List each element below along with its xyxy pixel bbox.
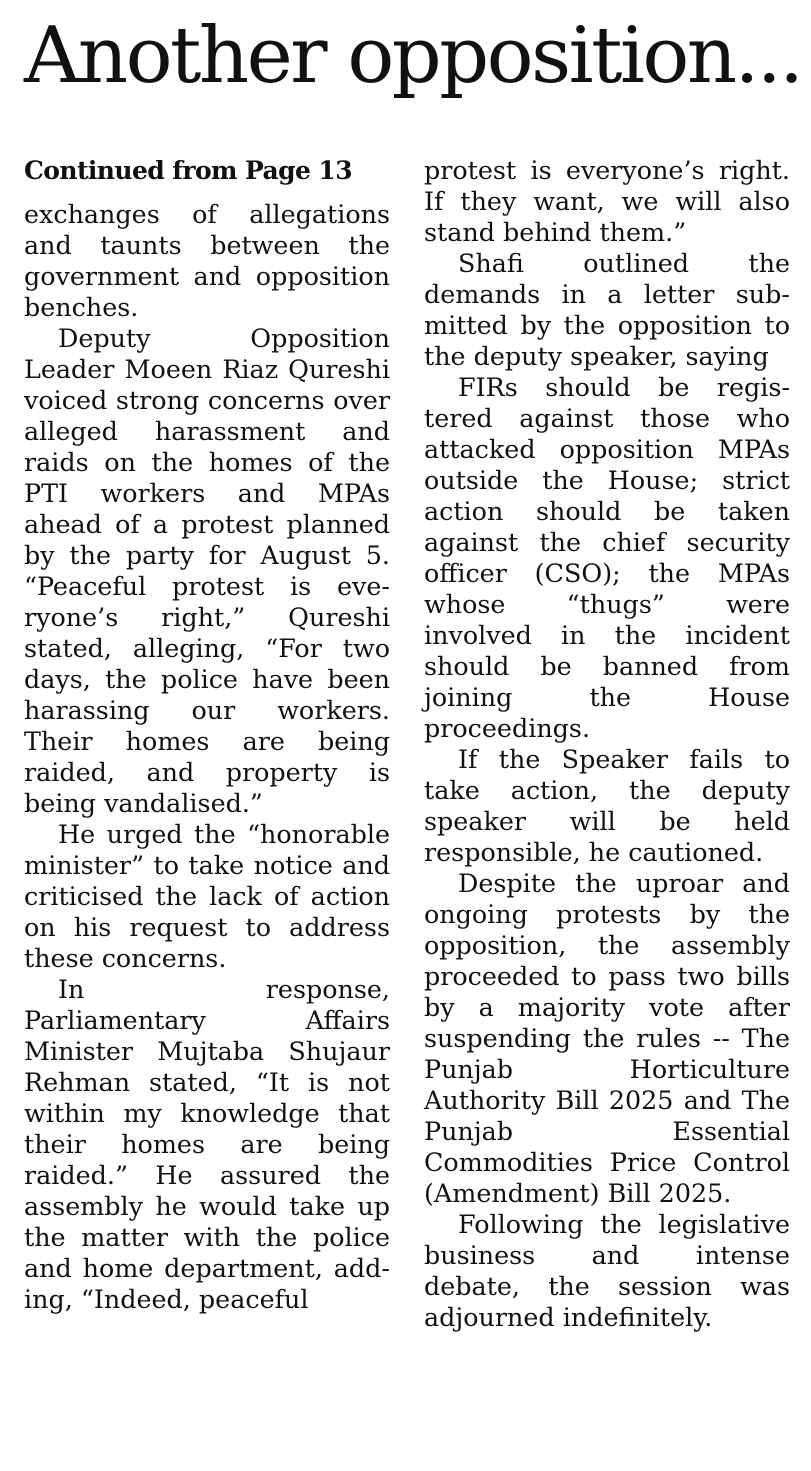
paragraph: Shafi outlined the demands in a letter submitted by the opposition to the deputy speaker, saying [424, 248, 790, 371]
paragraph: In response, Parliamentary Affairs Minister Mujtaba Shujaur Rehman stated, “It is not within my knowledge that their homes are being raided.” He assured the assembly he would take up the matter with the police and home department, adding, “Indeed, peaceful [24, 974, 390, 1314]
paragraph: He urged the “honorable minister” to take notice and criticised the lack of action on his request to address these concerns. [24, 819, 390, 973]
paragraph: Deputy Opposition Leader Moeen Riaz Qureshi voiced strong concerns over alleged harassment and raids on the homes of the PTI workers and MPAs ahead of a protest planned by the party for August 5. “Peaceful protest is everyone’s right,” Qureshi stated, alleging, “For two days, the police have been harassing our workers. Their homes are being raided, and property is being vandalised.” [24, 323, 390, 818]
paragraph: Following the legislative business and intense debate, the session was adjourned indefinitely. [424, 1209, 790, 1332]
paragraph: FIRs should be registered against those who attacked opposition MPAs outside the House; strict action should be taken against the chief security officer (CSO); the MPAs whose “thugs” were involved in the incident should be banned from joining the House proceedings. [424, 372, 790, 743]
paragraph: exchanges of allegations and taunts between the government and opposition benches. [24, 199, 390, 322]
continued-from-label: Continued from Page 13 [24, 156, 352, 185]
article-column-left [24, 155, 390, 1315]
paragraph: If the Speaker fails to take action, the deputy speaker will be held responsible, he cautioned. [424, 744, 790, 867]
paragraph: Despite the uproar and ongoing protests by the opposition, the assembly proceeded to pass two bills by a majority vote after suspending the rules -- The Punjab Horticulture Authority Bill 2025 and The Punjab Essential Commodities Price Control (Amendment) Bill 2025. [424, 868, 790, 1208]
headline: Another opposition... [24, 11, 802, 101]
paragraph: protest is everyone’s right. If they want, we will also stand behind them.” [424, 155, 790, 247]
article-column-right [424, 155, 790, 1333]
